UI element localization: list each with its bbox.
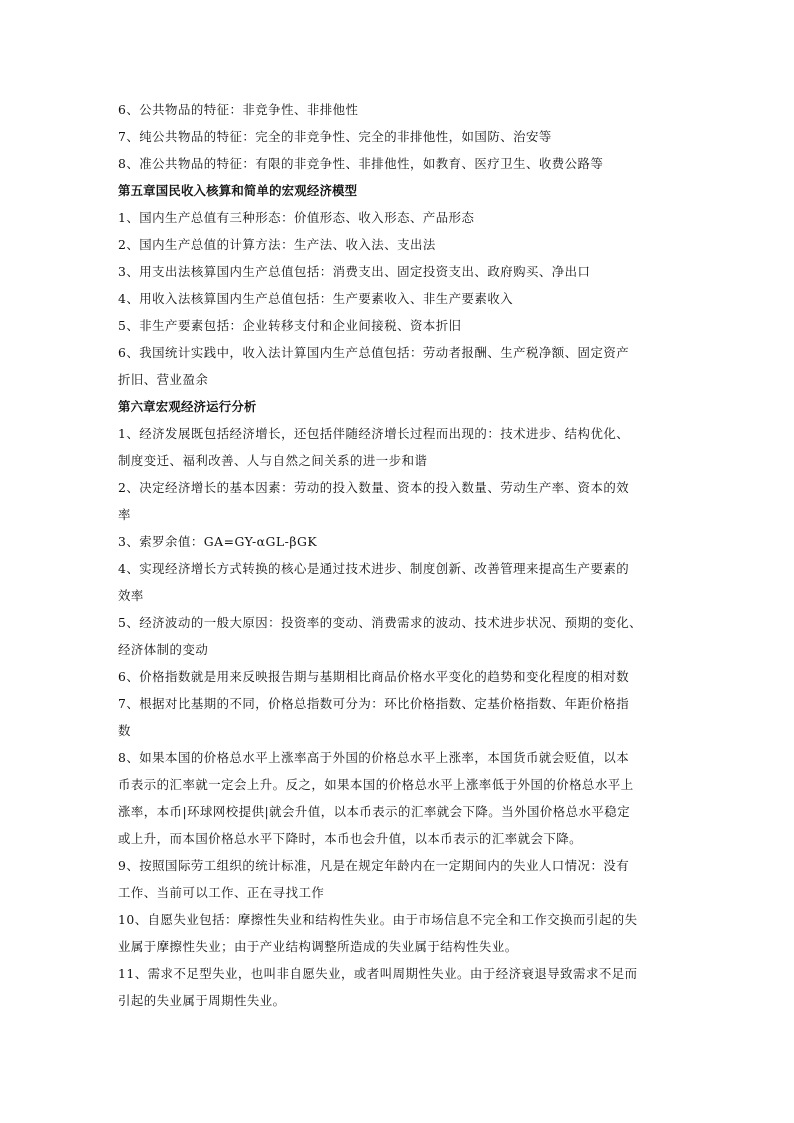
text-line: 9、按照国际劳工组织的统计标准，凡是在规定年龄内在一定期间内的失业人口情况：没有 [118, 858, 630, 873]
text-line: 2、决定经济增长的基本因素：劳动的投入数量、资本的投入数量、劳动生产率、资本的效 [118, 480, 630, 495]
text-line: 率 [118, 507, 131, 522]
text-line: 6、我国统计实践中，收入法计算国内生产总值包括：劳动者报酬、生产税净额、固定资产 [118, 345, 630, 360]
text-line: 1、国内生产总值有三种形态：价值形态、收入形态、产品形态 [118, 210, 475, 225]
text-line: 8、如果本国的价格总水平上涨率高于外国的价格总水平上涨率，本国货币就会贬值，以本 [118, 750, 630, 765]
text-line: 经济体制的变动 [118, 642, 209, 657]
text-line: 工作、当前可以工作、正在寻找工作 [118, 885, 325, 900]
text-line: 6、价格指数就是用来反映报告期与基期相比商品价格水平变化的趋势和变化程度的相对数 [118, 669, 630, 684]
text-line: 11、需求不足型失业，也叫非自愿失业，或者叫周期性失业。由于经济衰退导致需求不足而 [118, 966, 638, 981]
text-line: 制度变迁、福利改善、人与自然之间关系的进一步和谐 [118, 453, 428, 468]
chapter-heading: 第五章国民收入核算和简单的宏观经济模型 [118, 183, 358, 198]
text-line: 4、实现经济增长方式转换的核心是通过技术进步、制度创新、改善管理来提高生产要素的 [118, 561, 630, 576]
text-line: 1、经济发展既包括经济增长，还包括伴随经济增长过程而出现的：技术进步、结构优化、 [118, 426, 630, 441]
text-line: 4、用收入法核算国内生产总值包括：生产要素收入、非生产要素收入 [118, 291, 514, 306]
text-line: 效率 [118, 588, 144, 603]
text-line: 涨率，本币|环球网校提供|就会升值，以本币表示的汇率就会下降。当外国价格总水平稳定 [118, 804, 631, 819]
text-line: 8、准公共物品的特征：有限的非竞争性、非排他性，如教育、医疗卫生、收费公路等 [118, 156, 604, 171]
text-line: 6、公共物品的特征：非竞争性、非排他性 [118, 102, 359, 117]
text-line: 5、非生产要素包括：企业转移支付和企业间接税、资本折旧 [118, 318, 462, 333]
text-line: 5、经济波动的一般大原因：投资率的变动、消费需求的波动、技术进步状况、预期的变化、 [118, 615, 643, 630]
text-line: 3、用支出法核算国内生产总值包括：消费支出、固定投资支出、政府购买、净出口 [118, 264, 591, 279]
document-page [118, 96, 686, 1014]
text-line: 3、索罗余值：GA=GY-αGL-βGK [118, 534, 318, 549]
text-line: 引起的失业属于周期性失业。 [118, 993, 286, 1008]
text-line: 7、纯公共物品的特征：完全的非竞争性、完全的非排他性，如国防、治安等 [118, 129, 552, 144]
text-line: 业属于摩擦性失业；由于产业结构调整所造成的失业属于结构性失业。 [118, 939, 518, 954]
text-line: 2、国内生产总值的计算方法：生产法、收入法、支出法 [118, 237, 436, 252]
text-line: 10、自愿失业包括：摩擦性失业和结构性失业。由于市场信息不完全和工作交换而引起的失 [118, 912, 638, 927]
chapter-heading: 第六章宏观经济运行分析 [118, 399, 257, 414]
text-line: 数 [118, 723, 131, 738]
text-line: 或上升，而本国价格总水平下降时，本币也会升值，以本币表示的汇率就会下降。 [118, 831, 583, 846]
text-line: 7、根据对比基期的不同，价格总指数可分为：环比价格指数、定基价格指数、年距价格指 [118, 696, 630, 711]
text-line: 币表示的汇率就一定会上升。反之，如果本国的价格总水平上涨率低于外国的价格总水平上 [118, 777, 634, 792]
text-line: 折旧、营业盈余 [118, 372, 209, 387]
